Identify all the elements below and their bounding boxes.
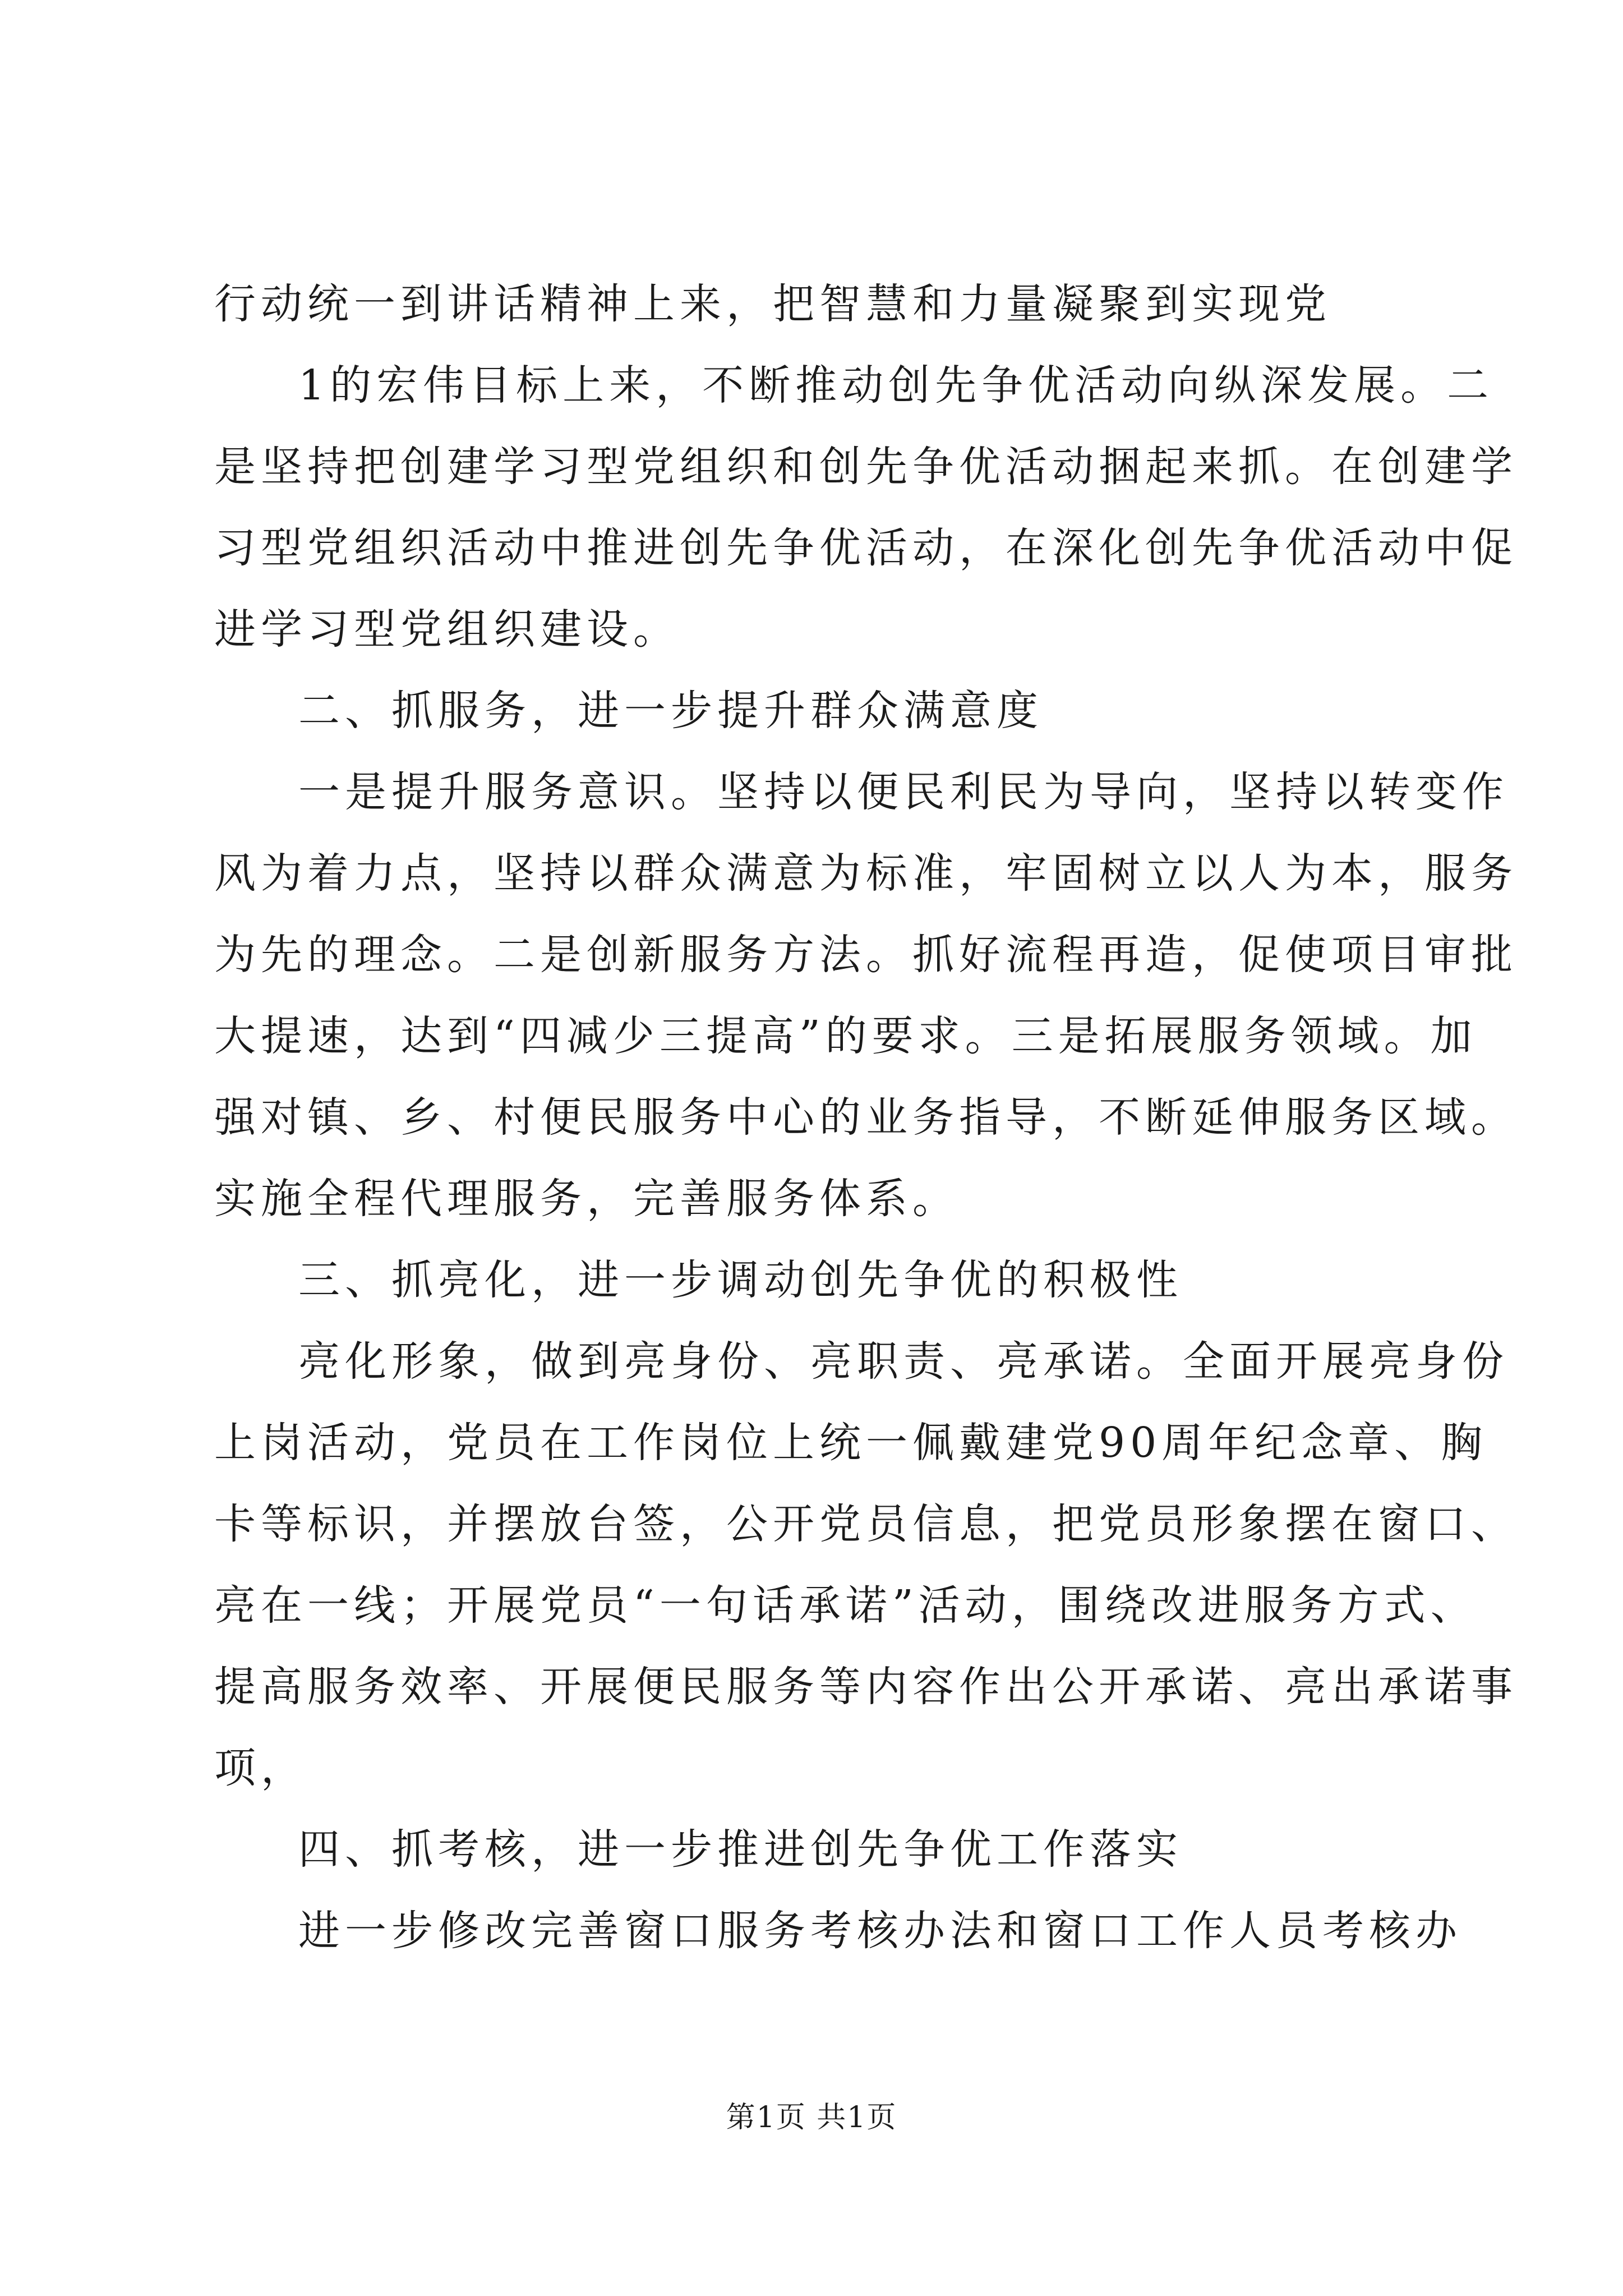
text-line: 强对镇、乡、村便民服务中心的业务指导，不断延伸服务区域。 bbox=[214, 1093, 1518, 1142]
text-line: 一是提升服务意识。坚持以便民利民为导向，坚持以转变作 bbox=[298, 768, 1509, 816]
text-line: 行动统一到讲话精神上来，把智慧和力量凝聚到实现党 bbox=[214, 280, 1331, 328]
document-body bbox=[214, 264, 1518, 1972]
text-line: 卡等标识，并摆放台签，公开党员信息，把党员形象摆在窗口、 bbox=[214, 1500, 1518, 1548]
text-line: 亮在一线；开展党员“一句话承诺”活动，围绕改进服务方式、 bbox=[214, 1581, 1477, 1630]
page-footer: 第1页 共1页 bbox=[726, 2101, 897, 2134]
text-line: 1的宏伟目标上来，不断推动创先争优活动向纵深发展。二 bbox=[298, 361, 1494, 409]
text-line: 项， bbox=[214, 1744, 307, 1792]
text-line: 风为着力点，坚持以群众满意为标准，牢固树立以人为本，服务 bbox=[214, 849, 1518, 898]
text-line: 为先的理念。二是创新服务方法。抓好流程再造，促使项目审批 bbox=[214, 931, 1518, 979]
section-heading: 三、抓亮化，进一步调动创先争优的积极性 bbox=[298, 1256, 1183, 1304]
text-line: 亮化形象，做到亮身份、亮职责、亮承诺。全面开展亮身份 bbox=[298, 1337, 1509, 1386]
text-line: 提高服务效率、开展便民服务等内容作出公开承诺、亮出承诺事 bbox=[214, 1663, 1518, 1711]
text-line: 习型党组织活动中推进创先争优活动，在深化创先争优活动中促 bbox=[214, 524, 1518, 572]
text-line: 进一步修改完善窗口服务考核办法和窗口工作人员考核办 bbox=[298, 1907, 1462, 1955]
text-line: 是坚持把创建学习型党组织和创先争优活动捆起来抓。在创建学 bbox=[214, 443, 1518, 491]
text-line: 实施全程代理服务，完善服务体系。 bbox=[214, 1175, 959, 1223]
text-line: 进学习型党组织建设。 bbox=[214, 605, 680, 654]
text-line: 上岗活动，党员在工作岗位上统一佩戴建党90周年纪念章、胸 bbox=[214, 1419, 1488, 1467]
text-line: 大提速，达到“四减少三提高”的要求。三是拓展服务领域。加 bbox=[214, 1012, 1477, 1060]
section-heading: 四、抓考核，进一步推进创先争优工作落实 bbox=[298, 1825, 1183, 1874]
section-heading: 二、抓服务，进一步提升群众满意度 bbox=[298, 687, 1043, 735]
